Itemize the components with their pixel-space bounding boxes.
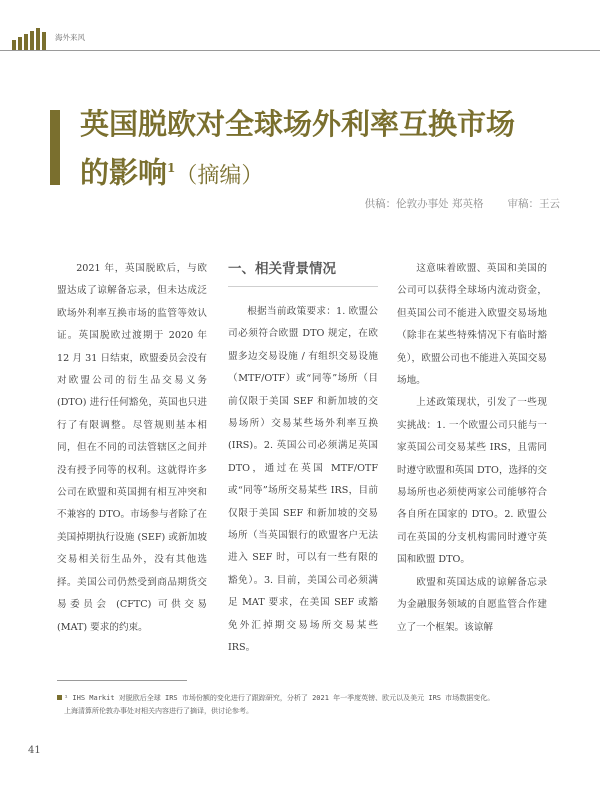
column-1 <box>57 258 207 639</box>
section-heading: 一、相关背景情况 <box>228 258 378 287</box>
page-number: 41 <box>28 745 41 756</box>
title-line1: 英国脱欧对全球场外利率互换市场 <box>80 107 516 141</box>
col2-paragraph: 根据当前政策要求：1. 欧盟公司必须符合欧盟 DTO 规定，在欧盟多边交易设施 / 有组织交易设施（MTF/OTF）或“同等”场所（目前仅限于美国 SEF 和新加坡的交易场所）交易某些场外利率互换 (IRS)。2. 英国公司必须满足英国 DTO，通过在英国 MTF/OTF 或“同等”场所交易某些 IRS，目前仅限于美国 SEF 和新加坡的交易场所（当英国银行的欧盟客户无法进入 SEF 时，可以有一些有限的豁免）。3. 目前，美国公司必须满足 MAT 要求，在美国 SEF 或豁免外汇掉期交易场所交易某些 IRS。 <box>228 306 378 654</box>
page-title <box>80 102 580 199</box>
col1-paragraph: 2021 年，英国脱欧后，与欧盟达成了谅解备忘录，但未达成泛欧场外利率互换市场的监管等效认证。英国脱欧过渡期于 2020 年 12 月 31 日结束，欧盟委员会没有对欧盟公司的衍生品交易义务 (DTO) 进行任何豁免，英国也只进行了有限调整。尽管规则基本相同，但在不同的司法管辖区之间并没有授予同等的权利。这就得许多公司在欧盟和英国拥有相互冲突和不兼容的 DTO。市场参与者除了在美国掉期执行设施 (SEF) 或新加坡交易相关衍生品外，没有其他选择。美国公司仍然受到商品期货交易委员会 (CFTC) 可供交易 (MAT) 要求的约束。 <box>57 263 207 633</box>
footnote-line-2: 上海清算所伦敦办事处对相关内容进行了摘译，供讨论参考。 <box>64 707 253 715</box>
footnote <box>64 692 554 718</box>
title-note: （摘编） <box>175 163 264 189</box>
title-footnote-ref: 1 <box>167 161 176 175</box>
col3-paragraph-1: 这意味着欧盟、英国和美国的公司可以获得全球场内流动资金，但英国公司不能进入欧盟交易场地（除非在某些特殊情况下有临时豁免），欧盟公司也不能进入英国交易场地。 <box>397 263 547 387</box>
header-logo-bars-icon <box>12 28 50 50</box>
section-label: 海外来风 <box>55 33 85 42</box>
title-accent-bar <box>50 110 60 185</box>
title-line2: 的影响 <box>80 155 168 190</box>
footnote-square-icon <box>57 695 62 700</box>
byline <box>361 196 560 211</box>
byline-contributor: 供稿：伦敦办事处 郑英格 <box>364 198 484 210</box>
column-2 <box>228 258 378 660</box>
footnote-divider <box>57 680 187 681</box>
header-divider <box>0 50 600 51</box>
column-3 <box>397 258 547 639</box>
col3-paragraph-3: 欧盟和英国达成的谅解备忘录为金融服务领域的自愿监管合作建立了一个框架。该谅解 <box>397 576 547 633</box>
col3-paragraph-2: 上述政策现状，引发了一些现实挑战：1. 一个欧盟公司只能与一家英国公司交易某些 IRS，且需同时遵守欧盟和英国 DTO，选择的交易场所也必须使两家公司能够符合各自所在国家的 DTO。2. 欧盟公司在英国的分支机构需同时遵守英国和欧盟 DTO。 <box>397 397 547 566</box>
byline-reviewer: 审稿：王云 <box>507 198 560 210</box>
footnote-line-1: ¹ IHS Markit 对脱欧后全球 IRS 市场份额的变化进行了跟踪研究，分析了 2021 年一季度英镑、欧元以及美元 IRS 市场数据变化。 <box>64 694 495 702</box>
